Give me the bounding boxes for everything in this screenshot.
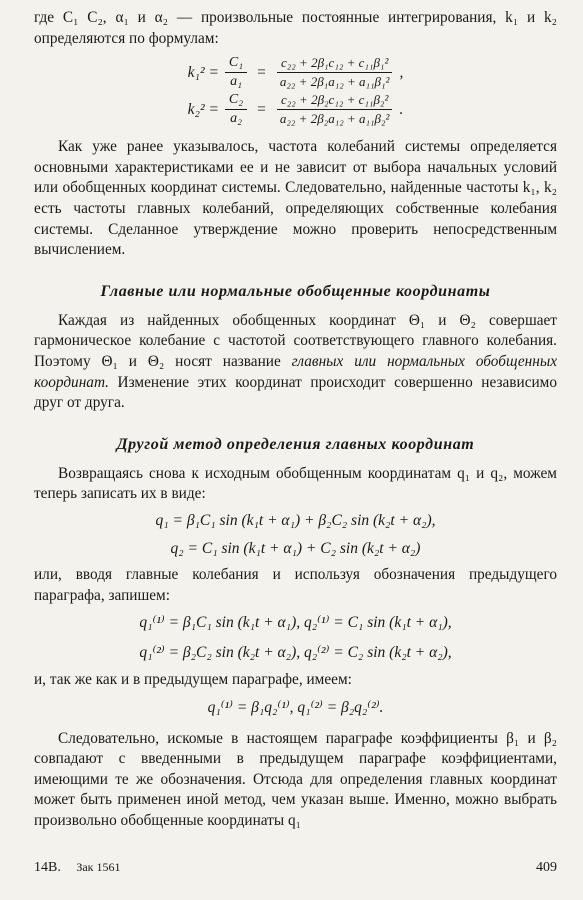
paragraph-normal-part1: Каждая из найденных обобщенных координат Θ₁ и Θ₂ совершает гармоническое колебание с частотой соответствующего главного колебания. Поэтому Θ₁ и Θ₂ носят название [34,311,557,370]
paragraph-return: Возвращаясь снова к исходным обобщенным координатам q₁ и q₂, можем теперь записать их в виде: [34,464,557,503]
k2-expression [276,92,394,127]
paragraph-consequently: Следовательно, искомые в настоящем параграфе коэффициенты β₁ и β₂ совпадают с введенными в предыдущем параграфе коэффициентами, имеющими те же обозначения. Отсюда для определения главных координат может быть применен иной метод, чем указан выше. Именно, можно выбрать произвольно обобщенные координаты q₁ [34,729,557,830]
k1-ratio-num: C₁ [225,55,247,73]
paragraph-constants: где C₁ C₂, α₁ и α₂ — произвольные постоянные интегрирования, k₁ и k₂ определяются по формулам: [34,9,557,47]
k2-ratio [225,92,247,127]
equation-q1: q₁ = β₁C₁ sin (k₁t + α₁) + β₂C₂ sin (k₂t + α₂), [155,511,436,529]
order-number: Зак 1561 [76,860,121,874]
k1-tail: , [399,63,404,81]
equation-q2: q₂ = C₁ sin (k₁t + α₁) + C₂ sin (k₂t + α₂) [170,539,421,557]
k1-expr-den: a₂₂ + 2β₁a₁₂ + a₁₁β₁² [279,74,390,90]
k2-equals: = [257,100,266,118]
k1-ratio [225,55,247,90]
equation-main-1: q₁⁽¹⁾ = β₁C₁ sin (k₁t + α₁), q₂⁽¹⁾ = C₁ sin (k₁t + α₁), [139,614,452,632]
paragraph-normal-coordinates [34,311,557,414]
k1-expression [276,55,394,90]
signature-mark: 14В. [34,860,61,875]
k2-expr-num: c₂₂ + 2β₂c₁₂ + c₁₁β₂² [277,92,392,110]
equation-k2 [34,92,557,127]
k2-expr-den: a₂₂ + 2β₂a₁₂ + a₁₁β₂² [279,111,390,127]
page-number: 409 [536,860,557,875]
paragraph-normal-term: главных или нормальных обобщенных координат. [34,352,557,391]
k2-ratio-num: C₂ [225,92,247,110]
heading-normal-coordinates: Главные или нормальные обобщенные координаты [100,282,491,300]
k1-equals: = [257,63,266,81]
k1-ratio-den: a₁ [230,74,242,90]
paragraph-frequency: Как уже ранее указывалось, частота колебаний системы определяется основными характеристиками ее и не зависит от выбора начальных условий или обобщенных координат системы. Следовательно, найденные частоты k₁, k₂ есть частоты главных колебаний, определяющих собственные колебания системы. Сделанное утверждение можно проверить непосредственным вычислением. [34,138,557,259]
page-footer [34,860,557,876]
heading-other-method: Другой метод определения главных координат [116,435,475,453]
k2-lhs: k₂² = [187,100,219,118]
k2-ratio-den: a₂ [230,111,242,127]
footer-left [34,860,133,876]
k1-expr-num: c₂₂ + 2β₁c₁₂ + c₁₁β₁² [277,55,392,73]
equation-k1 [34,55,557,90]
paragraph-normal-part2: Изменение этих координат происходит совершенно независимо друг от друга. [34,373,557,412]
equation-relation: q₁⁽¹⁾ = β₁q₂⁽¹⁾, q₁⁽²⁾ = β₂q₂⁽²⁾. [207,698,384,716]
k1-lhs: k₁² = [187,63,219,81]
equation-main-2: q₁⁽²⁾ = β₂C₂ sin (k₂t + α₂), q₂⁽²⁾ = C₂ sin (k₂t + α₂), [139,644,452,662]
k2-tail: . [399,100,404,118]
paragraph-introducing: или, вводя главные колебания и используя обозначения предыдущего параграфа, запишем: [34,565,557,604]
paragraph-as-before: и, так же как и в предыдущем параграфе, имеем: [34,671,352,689]
